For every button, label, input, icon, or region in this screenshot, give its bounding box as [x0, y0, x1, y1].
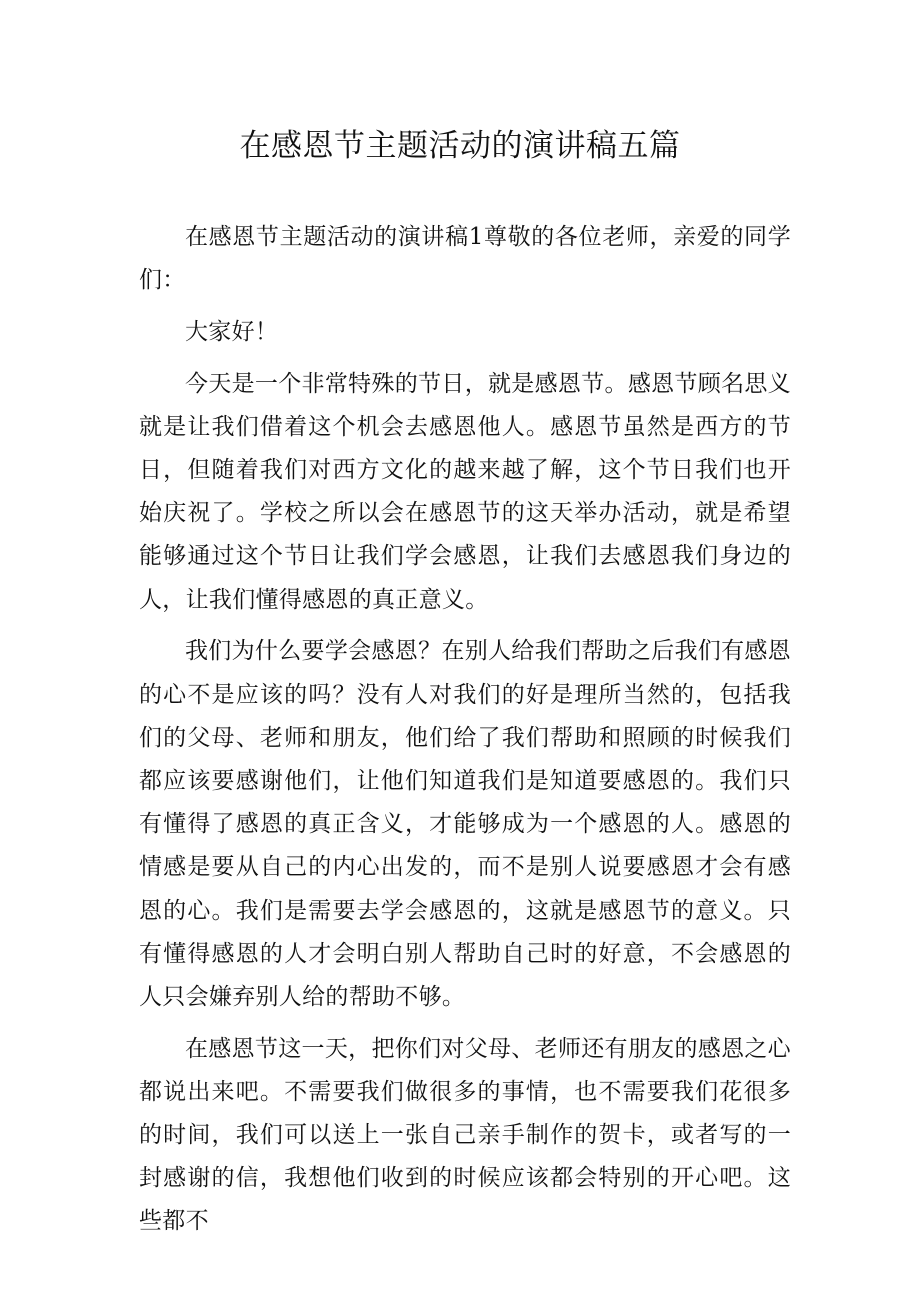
paragraph-greeting-line: 在感恩节主题活动的演讲稿1尊敬的各位老师，亲爱的同学们： [139, 224, 791, 294]
paragraph-why-gratitude: 我们为什么要学会感恩？在别人给我们帮助之后我们有感恩的心不是应该的吗？没有人对我们的好是理所当然的，包括我们的父母、老师和朋友，他们给了我们帮助和照顾的时候我们都应该要感谢他们，让他们知道我们是知道要感恩的。我们只有懂得了感恩的真正含义，才能够成为一个感恩的人。感恩的情感是要从自己的内心出发的，而不是别人说要感恩才会有感恩的心。我们是需要去学会感恩的，这就是感恩节的意义。只有懂得感恩的人才会明白别人帮助自己时的好意，不会感恩的人只会嫌弃别人给的帮助不够。 [139, 638, 791, 1010]
paragraph-salutation: 大家好！ [185, 318, 279, 345]
document-title: 在感恩节主题活动的演讲稿五篇 [239, 128, 681, 164]
paragraph-thanksgiving-day: 在感恩节这一天，把你们对父母、老师还有朋友的感恩之心都说出来吧。不需要我们做很多的事情，也不需要我们花很多的时间，我们可以送上一张自己亲手制作的贺卡，或者写的一封感谢的信，我想他们收到的时候应该都会特别的开心吧。这些都不 [139, 1035, 791, 1235]
paragraph-intro: 今天是一个非常特殊的节日，就是感恩节。感恩节顾名思义就是让我们借着这个机会去感恩他人。感恩节虽然是西方的节日，但随着我们对西方文化的越来越了解，这个节日我们也开始庆祝了。学校之所以会在感恩节的这天举办活动，就是希望能够通过这个节日让我们学会感恩，让我们去感恩我们身边的人，让我们懂得感恩的真正意义。 [139, 370, 791, 613]
document-body [139, 216, 791, 1252]
